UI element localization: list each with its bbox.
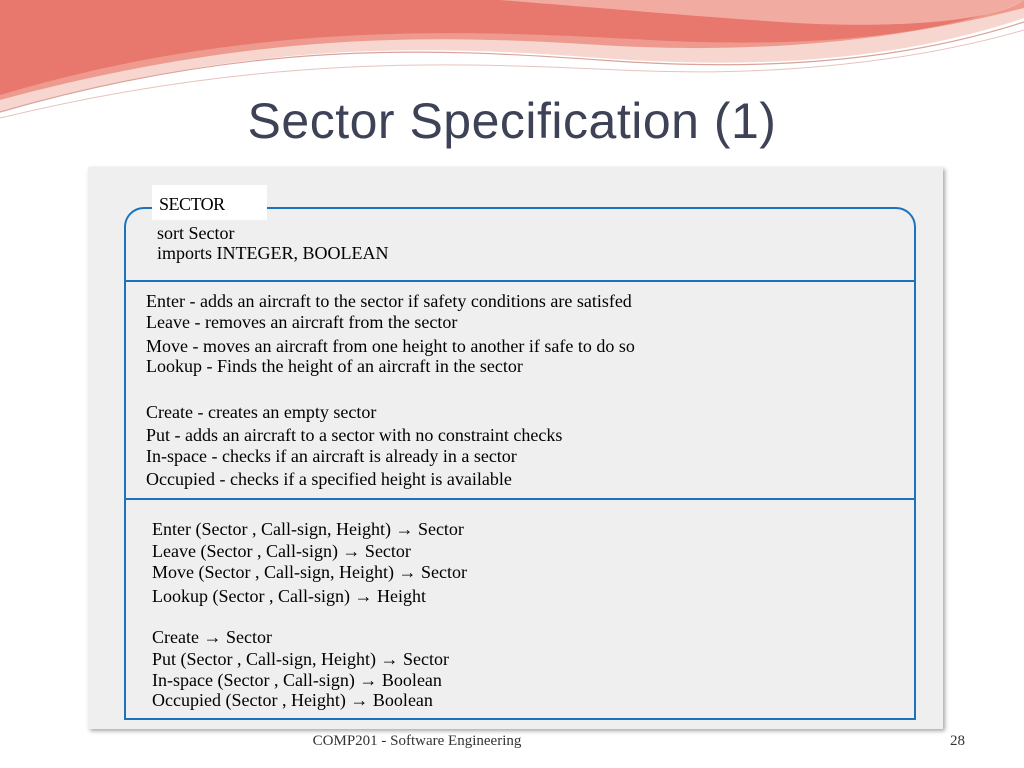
sort-line: sort Sector [157,223,235,243]
footer-course: COMP201 - Software Engineering [312,733,522,749]
section-divider-1 [124,280,916,282]
description-line: Create - creates an empty sector [146,402,377,422]
signature-line: In-space (Sector , Call-sign) → Boolean [152,670,442,690]
description-line: Enter - adds an aircraft to the sector if safety conditions are satisfed [146,291,632,311]
slide-title: Sector Specification (1) [247,93,777,149]
description-line: In-space - checks if an aircraft is already in a sector [146,446,517,466]
spec-name-tab [152,185,267,220]
signature-line: Leave (Sector , Call-sign) → Sector [152,541,411,561]
description-line: Move - moves an aircraft from one height to another if safe to do so [146,336,635,356]
imports-line: imports INTEGER, BOOLEAN [157,243,389,263]
description-line: Occupied - checks if a specified height is available [146,469,512,489]
signature-line: Move (Sector , Call-sign, Height) → Sector [152,562,467,582]
signature-line: Occupied (Sector , Height) → Boolean [152,690,433,710]
description-line: Put - adds an aircraft to a sector with no constraint checks [146,425,563,445]
signature-line: Create → Sector [152,627,272,647]
signature-line: Lookup (Sector , Call-sign) → Height [152,586,426,606]
description-line: Leave - removes an aircraft from the sector [146,312,458,332]
section-divider-2 [124,498,916,500]
spec-name-label: SECTOR [159,194,225,214]
description-line: Lookup - Finds the height of an aircraft in the sector [146,356,523,376]
signature-line: Enter (Sector , Call-sign, Height) → Sector [152,519,464,539]
slide-number: 28 [950,733,965,749]
signature-line: Put (Sector , Call-sign, Height) → Sector [152,649,449,669]
